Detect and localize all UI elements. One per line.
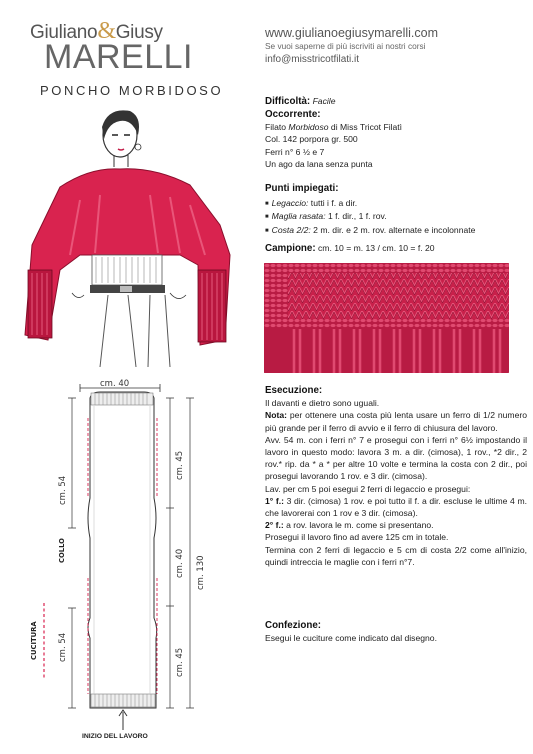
execution-cast-on: Avv. 54 m. con i ferri n° 7 e prosegui con i ferri n° 6½ impostando il lavoro in questo modo: lavora 3 m. a dir. (cimosa), 1 rov., *2 dir., 2 rov.* rip. da * a * per altre 10 volte e termina la costa con 2 dir., poi prosegui lavorando 1 rov. e 3 dir. (cimosa). [265,434,527,482]
row-1-text: 3 dir. (cimosa) 1 rov. e poi tutto il f. a dir. escluse le ultime 4 m. che lavorerai con 1 rov e 3 dir. (cimosa). [265,495,527,519]
execution-garter: Lav. per cm 5 poi esegui 2 ferri di legaccio e prosegui: [265,483,471,494]
row-2-label: 2° f.: [265,520,284,531]
row-2-text: a rov. lavora le m. come si presentano. [283,520,434,531]
total-length-label: cm. 130 [196,555,206,590]
stitches-section [265,183,527,237]
stitches-heading: Punti impiegati: [265,183,339,194]
stitch-name: Legaccio: [271,198,309,209]
tool: Un ago da lana senza punta [265,158,373,169]
brand-surname: MARELLI [44,38,193,76]
materials-section [265,109,527,170]
yarn-line [265,121,527,133]
stitch-item [265,197,527,210]
materials-heading: Occorrente: [265,109,321,120]
right-top-label: cm. 45 [175,450,185,480]
gauge-value: cm. 10 = m. 13 / cm. 10 = f. 20 [315,243,435,253]
right-bottom-label: cm. 45 [175,647,185,677]
note-text: per ottenere una costa più lenta usare un ferro di 1/2 numero più grande per il ferro di avvio e il ferro di chiusura del lavoro. [265,410,527,433]
note-label: Nota: [265,410,287,421]
execution-section [265,385,527,568]
gauge-label: Campione: [265,243,316,254]
stitch-desc: 1 f. dir., 1 f. rov. [325,211,387,222]
brand-second-name: Giusy [115,22,163,43]
execution-intro: Il davanti e dietro sono uguali. [265,398,380,409]
difficulty-section [265,95,527,108]
knit-swatch-photo [264,263,509,373]
stitch-desc: tutti i f. a dir. [308,198,358,209]
left-top-label: cm. 54 [58,475,68,505]
website-link[interactable]: www.giulianoegiusymarelli.com [265,26,438,40]
execution-finish: Termina con 2 ferri di legaccio e 5 cm di costa 2/2 come all'inizio, quindi intreccia le maglie con i ferri n°7. [265,544,527,567]
poncho-schematic [0,378,255,754]
needles: Ferri n° 6 ½ e 7 [265,146,325,157]
execution-row-2 [265,519,527,531]
difficulty-label: Difficoltà: [265,96,311,107]
stitch-name: Maglia rasata: [271,211,326,222]
stitch-desc: 2 m. dir. e 2 m. rov. alternate e incolonnate [310,224,476,235]
execution-row-1 [265,495,527,519]
stitch-item [265,210,527,223]
email-link[interactable]: info@misstricotfilati.it [265,54,360,65]
gauge-section [265,242,527,255]
finishing-text: Esegui le cuciture come indicato dal disegno. [265,633,437,644]
seam-label: CUCITURA [30,621,38,660]
execution-note [265,409,527,433]
yarn-color: Col. 142 porpora gr. 500 [265,134,358,145]
finishing-section [265,620,527,644]
brand-ampersand: & [97,18,116,44]
neck-label: COLLO [58,538,66,563]
width-label: cm. 40 [100,379,130,389]
row-1-label: 1° f.: [265,495,284,506]
finishing-heading: Confezione: [265,620,322,631]
difficulty-value: Facile [312,96,336,106]
poncho-illustration [20,105,245,370]
stitch-item [265,224,527,237]
right-mid-label: cm. 40 [175,548,185,578]
yarn-name: Morbidoso [288,122,329,133]
execution-continue: Prosegui il lavoro fino ad avere 125 cm in totale. [265,532,449,543]
yarn-post: di Miss Tricot Filatì [328,122,403,133]
execution-heading: Esecuzione: [265,385,323,396]
brand-first-name: Giuliano [30,22,98,43]
left-bottom-label: cm. 54 [58,632,68,662]
yarn-pre: Filato [265,122,289,133]
courses-tagline: Se vuoi saperne di più iscriviti ai nostri corsi [265,41,426,51]
stitch-name: Costa 2/2: [271,224,311,235]
start-label: INIZIO DEL LAVORO [82,733,148,740]
pattern-title: PONCHO MORBIDOSO [40,83,224,98]
